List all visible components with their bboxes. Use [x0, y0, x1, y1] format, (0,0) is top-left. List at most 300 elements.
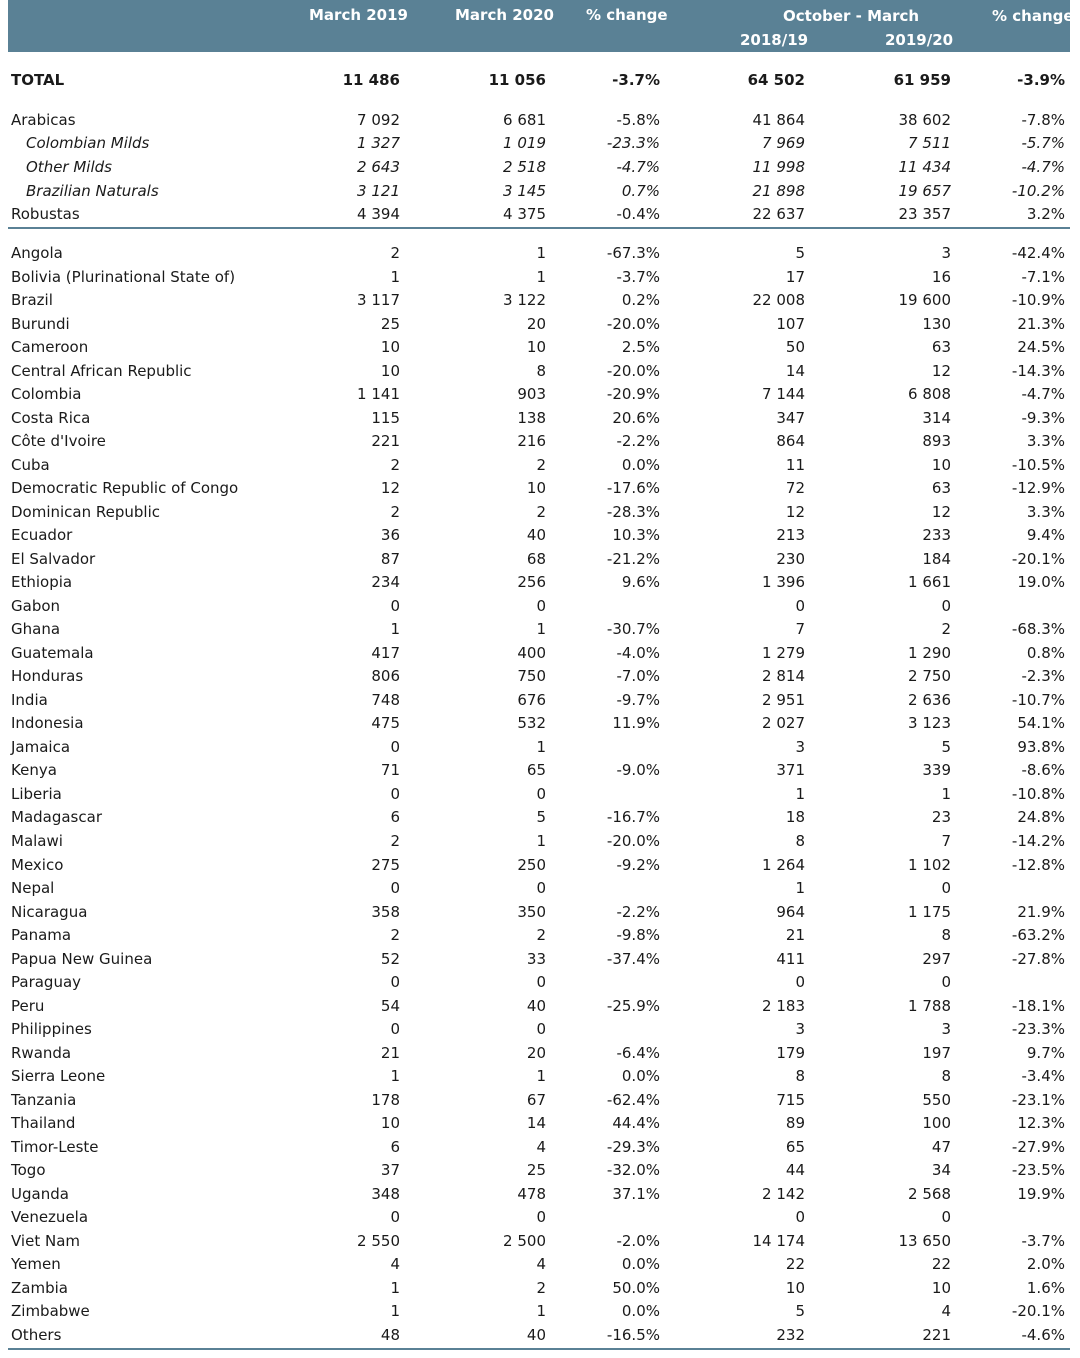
cell-march-2019: 115 — [371, 409, 400, 427]
cell-oct-mar-2018-19: 18 — [785, 808, 805, 826]
country-row — [0, 407, 1080, 430]
cell-march-2020: 6 681 — [503, 111, 546, 129]
cell-pct-change: -67.3% — [606, 244, 660, 262]
cell-march-2019: 37 — [380, 1161, 400, 1179]
cell-march-2019: 0 — [390, 1208, 400, 1226]
country-row — [0, 689, 1080, 712]
cell-oct-mar-2019-20: 7 511 — [908, 134, 951, 152]
header-march-2019: March 2019 — [309, 6, 408, 24]
cell-march-2020: 676 — [517, 691, 546, 709]
row-label: Dominican Republic — [11, 503, 161, 521]
cell-march-2020: 0 — [536, 597, 546, 615]
cell-pct-change-period: 3.2% — [1026, 205, 1065, 223]
row-label: Thailand — [11, 1114, 76, 1132]
cell-oct-mar-2019-20: 2 — [941, 620, 951, 638]
cell-oct-mar-2019-20: 6 808 — [908, 385, 951, 403]
group-row — [0, 132, 1080, 155]
cell-march-2020: 20 — [526, 1044, 546, 1062]
country-row — [0, 313, 1080, 336]
country-row — [0, 948, 1080, 971]
row-label: Malawi — [11, 832, 63, 850]
cell-march-2019: 1 327 — [357, 134, 400, 152]
cell-pct-change: -16.7% — [606, 808, 660, 826]
cell-march-2019: 0 — [390, 973, 400, 991]
cell-pct-change: 50.0% — [612, 1279, 660, 1297]
cell-oct-mar-2018-19: 50 — [785, 338, 805, 356]
country-row — [0, 430, 1080, 453]
cell-pct-change-period: 3.3% — [1026, 432, 1065, 450]
country-row — [0, 1230, 1080, 1253]
row-label: Yemen — [11, 1255, 61, 1273]
cell-oct-mar-2018-19: 347 — [776, 409, 805, 427]
cell-pct-change: -3.7% — [612, 71, 660, 89]
country-row — [0, 618, 1080, 641]
cell-march-2020: 5 — [536, 808, 546, 826]
country-row — [0, 854, 1080, 877]
cell-oct-mar-2018-19: 107 — [776, 315, 805, 333]
cell-oct-mar-2019-20: 13 650 — [898, 1232, 951, 1250]
row-label: Paraguay — [11, 973, 82, 991]
cell-march-2019: 10 — [380, 362, 400, 380]
cell-oct-mar-2019-20: 61 959 — [893, 71, 951, 89]
cell-march-2020: 2 500 — [503, 1232, 546, 1250]
country-row — [0, 336, 1080, 359]
country-row — [0, 877, 1080, 900]
country-row — [0, 1277, 1080, 1300]
cell-oct-mar-2018-19: 11 998 — [752, 158, 805, 176]
country-row — [0, 806, 1080, 829]
cell-oct-mar-2018-19: 3 — [795, 738, 805, 756]
cell-oct-mar-2018-19: 22 — [785, 1255, 805, 1273]
cell-pct-change-period: -5.7% — [1021, 134, 1065, 152]
cell-oct-mar-2018-19: 0 — [795, 973, 805, 991]
cell-oct-mar-2018-19: 44 — [785, 1161, 805, 1179]
cell-march-2020: 1 019 — [503, 134, 546, 152]
header-pct-change-1: % change — [586, 6, 668, 24]
cell-march-2020: 11 056 — [488, 71, 546, 89]
row-label: Democratic Republic of Congo — [11, 479, 239, 497]
cell-march-2020: 3 122 — [503, 291, 546, 309]
cell-march-2020: 1 — [536, 620, 546, 638]
group-row — [0, 109, 1080, 132]
cell-oct-mar-2018-19: 371 — [776, 761, 805, 779]
cell-oct-mar-2019-20: 10 — [931, 1279, 951, 1297]
row-label: Philippines — [11, 1020, 92, 1038]
cell-pct-change-period: -10.7% — [1011, 691, 1065, 709]
cell-march-2020: 750 — [517, 667, 546, 685]
cell-oct-mar-2019-20: 1 102 — [908, 856, 951, 874]
cell-pct-change-period: 21.3% — [1017, 315, 1065, 333]
cell-march-2020: 4 — [536, 1138, 546, 1156]
country-row — [0, 1183, 1080, 1206]
row-label: Venezuela — [11, 1208, 89, 1226]
cell-pct-change: -7.0% — [616, 667, 660, 685]
row-label: India — [11, 691, 48, 709]
cell-march-2019: 234 — [371, 573, 400, 591]
cell-pct-change: 0.7% — [621, 182, 660, 200]
cell-oct-mar-2019-20: 11 434 — [898, 158, 951, 176]
cell-oct-mar-2018-19: 14 — [785, 362, 805, 380]
cell-march-2019: 0 — [390, 1020, 400, 1038]
cell-oct-mar-2019-20: 3 — [941, 1020, 951, 1038]
cell-oct-mar-2019-20: 1 661 — [908, 573, 951, 591]
cell-march-2019: 2 — [390, 926, 400, 944]
cell-pct-change-period: -20.1% — [1011, 550, 1065, 568]
row-label: Cameroon — [11, 338, 89, 356]
cell-pct-change-period: -27.9% — [1011, 1138, 1065, 1156]
cell-oct-mar-2018-19: 21 — [785, 926, 805, 944]
cell-pct-change: -9.2% — [616, 856, 660, 874]
country-row — [0, 901, 1080, 924]
cell-pct-change-period: -7.8% — [1021, 111, 1065, 129]
cell-pct-change-period: 19.0% — [1017, 573, 1065, 591]
cell-march-2019: 2 — [390, 832, 400, 850]
cell-march-2019: 1 — [390, 1302, 400, 1320]
row-label: El Salvador — [11, 550, 96, 568]
cell-oct-mar-2019-20: 8 — [941, 1067, 951, 1085]
country-row — [0, 501, 1080, 524]
cell-oct-mar-2018-19: 11 — [785, 456, 805, 474]
cell-pct-change-period: 54.1% — [1017, 714, 1065, 732]
row-label: Liberia — [11, 785, 62, 803]
row-label: TOTAL — [11, 71, 65, 89]
row-label: Togo — [11, 1161, 46, 1179]
cell-march-2020: 1 — [536, 1302, 546, 1320]
row-label: Arabicas — [11, 111, 76, 129]
cell-pct-change: -23.3% — [606, 134, 660, 152]
cell-march-2020: 1 — [536, 738, 546, 756]
row-label: Nicaragua — [11, 903, 88, 921]
cell-oct-mar-2018-19: 22 008 — [752, 291, 805, 309]
cell-march-2019: 1 — [390, 1067, 400, 1085]
row-label: Ecuador — [11, 526, 73, 544]
cell-oct-mar-2018-19: 0 — [795, 1208, 805, 1226]
cell-pct-change-period: -9.3% — [1021, 409, 1065, 427]
cell-march-2019: 2 — [390, 456, 400, 474]
header-2018-19: 2018/19 — [740, 31, 809, 49]
cell-pct-change-period: -10.9% — [1011, 291, 1065, 309]
row-label: Robustas — [11, 205, 80, 223]
cell-oct-mar-2019-20: 130 — [922, 315, 951, 333]
cell-march-2020: 10 — [526, 338, 546, 356]
cell-pct-change-period: -2.3% — [1021, 667, 1065, 685]
cell-pct-change-period: 24.5% — [1017, 338, 1065, 356]
cell-march-2020: 400 — [517, 644, 546, 662]
cell-oct-mar-2018-19: 2 814 — [762, 667, 805, 685]
cell-march-2020: 903 — [517, 385, 546, 403]
cell-march-2019: 4 — [390, 1255, 400, 1273]
row-label: Central African Republic — [11, 362, 192, 380]
cell-oct-mar-2019-20: 100 — [922, 1114, 951, 1132]
country-row — [0, 1089, 1080, 1112]
cell-oct-mar-2019-20: 233 — [922, 526, 951, 544]
cell-march-2020: 68 — [526, 550, 546, 568]
country-row — [0, 477, 1080, 500]
cell-march-2020: 40 — [526, 997, 546, 1015]
cell-oct-mar-2018-19: 964 — [776, 903, 805, 921]
cell-march-2019: 48 — [380, 1326, 400, 1344]
cell-oct-mar-2018-19: 12 — [785, 503, 805, 521]
cell-pct-change-period: -63.2% — [1011, 926, 1065, 944]
cell-oct-mar-2019-20: 19 600 — [898, 291, 951, 309]
cell-oct-mar-2019-20: 3 — [941, 244, 951, 262]
cell-march-2020: 1 — [536, 832, 546, 850]
cell-pct-change-period: -20.1% — [1011, 1302, 1065, 1320]
cell-oct-mar-2019-20: 0 — [941, 879, 951, 897]
cell-oct-mar-2019-20: 63 — [931, 338, 951, 356]
cell-pct-change: -20.0% — [606, 362, 660, 380]
cell-pct-change: -6.4% — [616, 1044, 660, 1062]
row-label: Indonesia — [11, 714, 84, 732]
cell-march-2020: 2 — [536, 926, 546, 944]
row-label: Brazil — [11, 291, 53, 309]
cell-oct-mar-2019-20: 23 357 — [898, 205, 951, 223]
cell-pct-change-period: -68.3% — [1011, 620, 1065, 638]
row-label: Angola — [11, 244, 63, 262]
country-row — [0, 1206, 1080, 1229]
cell-pct-change-period: 9.4% — [1026, 526, 1065, 544]
cell-oct-mar-2018-19: 5 — [795, 1302, 805, 1320]
cell-march-2019: 2 643 — [357, 158, 400, 176]
country-row — [0, 548, 1080, 571]
cell-pct-change: -20.0% — [606, 315, 660, 333]
cell-pct-change-period: -3.7% — [1021, 1232, 1065, 1250]
cell-pct-change-period: -3.4% — [1021, 1067, 1065, 1085]
cell-march-2019: 12 — [380, 479, 400, 497]
row-label: Rwanda — [11, 1044, 72, 1062]
cell-pct-change: 2.5% — [621, 338, 660, 356]
row-label: Costa Rica — [11, 409, 91, 427]
cell-pct-change: -2.2% — [616, 903, 660, 921]
cell-pct-change: -32.0% — [606, 1161, 660, 1179]
cell-oct-mar-2018-19: 41 864 — [752, 111, 805, 129]
cell-march-2019: 6 — [390, 1138, 400, 1156]
cell-pct-change-period: -10.2% — [1011, 182, 1065, 200]
cell-pct-change-period: -42.4% — [1011, 244, 1065, 262]
cell-oct-mar-2019-20: 4 — [941, 1302, 951, 1320]
cell-march-2020: 3 145 — [503, 182, 546, 200]
row-label: Colombian Milds — [26, 134, 150, 152]
cell-oct-mar-2018-19: 17 — [785, 268, 805, 286]
cell-pct-change: -21.2% — [606, 550, 660, 568]
cell-march-2020: 250 — [517, 856, 546, 874]
cell-march-2019: 1 — [390, 620, 400, 638]
cell-march-2019: 71 — [380, 761, 400, 779]
cell-march-2019: 178 — [371, 1091, 400, 1109]
cell-march-2020: 20 — [526, 315, 546, 333]
country-row — [0, 383, 1080, 406]
cell-march-2020: 350 — [517, 903, 546, 921]
country-row — [0, 289, 1080, 312]
cell-march-2020: 1 — [536, 268, 546, 286]
cell-oct-mar-2018-19: 2 027 — [762, 714, 805, 732]
cell-pct-change: -20.0% — [606, 832, 660, 850]
cell-pct-change-period: -23.1% — [1011, 1091, 1065, 1109]
cell-oct-mar-2019-20: 197 — [922, 1044, 951, 1062]
row-label: Burundi — [11, 315, 70, 333]
country-row — [0, 665, 1080, 688]
cell-pct-change-period: -8.6% — [1021, 761, 1065, 779]
cell-pct-change-period: -23.3% — [1011, 1020, 1065, 1038]
cell-march-2020: 2 — [536, 1279, 546, 1297]
country-row — [0, 1065, 1080, 1088]
cell-march-2020: 138 — [517, 409, 546, 427]
row-label: Other Milds — [26, 158, 112, 176]
country-row — [0, 1300, 1080, 1323]
country-row — [0, 1018, 1080, 1041]
cell-oct-mar-2019-20: 0 — [941, 973, 951, 991]
cell-march-2019: 36 — [380, 526, 400, 544]
cell-march-2019: 6 — [390, 808, 400, 826]
country-row — [0, 1136, 1080, 1159]
cell-oct-mar-2018-19: 7 144 — [762, 385, 805, 403]
cell-pct-change-period: -18.1% — [1011, 997, 1065, 1015]
country-row — [0, 830, 1080, 853]
cell-oct-mar-2019-20: 47 — [931, 1138, 951, 1156]
country-row — [0, 266, 1080, 289]
country-row — [0, 736, 1080, 759]
country-row — [0, 571, 1080, 594]
cell-pct-change: 0.0% — [621, 1302, 660, 1320]
cell-oct-mar-2019-20: 7 — [941, 832, 951, 850]
cell-oct-mar-2019-20: 2 568 — [908, 1185, 951, 1203]
cell-pct-change: -0.4% — [616, 205, 660, 223]
cell-pct-change: -2.0% — [616, 1232, 660, 1250]
cell-pct-change: -25.9% — [606, 997, 660, 1015]
row-label: Honduras — [11, 667, 84, 685]
cell-march-2020: 4 — [536, 1255, 546, 1273]
cell-march-2019: 1 — [390, 1279, 400, 1297]
country-row — [0, 242, 1080, 265]
cell-march-2020: 1 — [536, 1067, 546, 1085]
cell-oct-mar-2019-20: 3 123 — [908, 714, 951, 732]
cell-march-2020: 532 — [517, 714, 546, 732]
row-label: Bolivia (Plurinational State of) — [11, 268, 236, 286]
row-label: Ethiopia — [11, 573, 73, 591]
cell-pct-change: -4.7% — [616, 158, 660, 176]
row-label: Sierra Leone — [11, 1067, 106, 1085]
cell-march-2019: 3 121 — [357, 182, 400, 200]
cell-oct-mar-2018-19: 65 — [785, 1138, 805, 1156]
cell-oct-mar-2019-20: 34 — [931, 1161, 951, 1179]
cell-march-2019: 87 — [380, 550, 400, 568]
cell-march-2019: 2 — [390, 244, 400, 262]
cell-march-2019: 0 — [390, 785, 400, 803]
cell-pct-change-period: 24.8% — [1017, 808, 1065, 826]
cell-oct-mar-2019-20: 339 — [922, 761, 951, 779]
cell-oct-mar-2019-20: 0 — [941, 597, 951, 615]
cell-oct-mar-2018-19: 8 — [795, 1067, 805, 1085]
cell-oct-mar-2019-20: 297 — [922, 950, 951, 968]
cell-march-2020: 10 — [526, 479, 546, 497]
row-label: Timor-Leste — [11, 1138, 99, 1156]
cell-march-2019: 221 — [371, 432, 400, 450]
cell-march-2019: 21 — [380, 1044, 400, 1062]
cell-oct-mar-2019-20: 2 750 — [908, 667, 951, 685]
cell-pct-change-period: 0.8% — [1026, 644, 1065, 662]
cell-pct-change-period: -10.8% — [1011, 785, 1065, 803]
cell-oct-mar-2018-19: 1 — [795, 785, 805, 803]
cell-oct-mar-2018-19: 2 142 — [762, 1185, 805, 1203]
row-label: Cuba — [11, 456, 50, 474]
header-october-march: October - March — [783, 7, 920, 25]
cell-pct-change-period: -4.6% — [1021, 1326, 1065, 1344]
cell-pct-change-period: -3.9% — [1017, 71, 1065, 89]
cell-march-2020: 0 — [536, 1208, 546, 1226]
cell-pct-change: 0.0% — [621, 456, 660, 474]
country-row — [0, 360, 1080, 383]
cell-oct-mar-2019-20: 1 175 — [908, 903, 951, 921]
cell-pct-change-period: 19.9% — [1017, 1185, 1065, 1203]
cell-pct-change: -20.9% — [606, 385, 660, 403]
cell-march-2019: 2 — [390, 503, 400, 521]
cell-pct-change-period: 12.3% — [1017, 1114, 1065, 1132]
cell-oct-mar-2018-19: 1 396 — [762, 573, 805, 591]
cell-march-2020: 2 518 — [503, 158, 546, 176]
row-label: Panama — [11, 926, 72, 944]
cell-pct-change: -16.5% — [606, 1326, 660, 1344]
cell-pct-change: -29.3% — [606, 1138, 660, 1156]
country-row — [0, 1253, 1080, 1276]
cell-march-2020: 40 — [526, 1326, 546, 1344]
cell-pct-change-period: 2.0% — [1026, 1255, 1065, 1273]
cell-pct-change: -5.8% — [616, 111, 660, 129]
cell-march-2019: 275 — [371, 856, 400, 874]
row-label: Ghana — [11, 620, 61, 638]
section-divider — [8, 227, 1070, 229]
cell-oct-mar-2019-20: 2 636 — [908, 691, 951, 709]
group-row — [0, 180, 1080, 203]
cell-pct-change-period: 9.7% — [1026, 1044, 1065, 1062]
cell-pct-change-period: -7.1% — [1021, 268, 1065, 286]
cell-pct-change: 0.0% — [621, 1255, 660, 1273]
cell-oct-mar-2019-20: 16 — [931, 268, 951, 286]
cell-oct-mar-2018-19: 230 — [776, 550, 805, 568]
cell-march-2020: 67 — [526, 1091, 546, 1109]
cell-pct-change-period: 1.6% — [1026, 1279, 1065, 1297]
country-row — [0, 783, 1080, 806]
cell-pct-change: -37.4% — [606, 950, 660, 968]
cell-pct-change: 44.4% — [612, 1114, 660, 1132]
cell-pct-change: 20.6% — [612, 409, 660, 427]
cell-pct-change: -62.4% — [606, 1091, 660, 1109]
cell-pct-change: 0.0% — [621, 1067, 660, 1085]
row-label: Peru — [11, 997, 45, 1015]
row-label: Gabon — [11, 597, 61, 615]
cell-march-2019: 348 — [371, 1185, 400, 1203]
cell-pct-change: -9.7% — [616, 691, 660, 709]
country-row — [0, 712, 1080, 735]
cell-march-2020: 478 — [517, 1185, 546, 1203]
cell-pct-change-period: -12.9% — [1011, 479, 1065, 497]
cell-pct-change-period: -4.7% — [1021, 158, 1065, 176]
cell-march-2019: 1 141 — [357, 385, 400, 403]
row-label: Papua New Guinea — [11, 950, 153, 968]
cell-march-2020: 0 — [536, 973, 546, 991]
cell-pct-change-period: -4.7% — [1021, 385, 1065, 403]
country-row — [0, 642, 1080, 665]
row-label: Colombia — [11, 385, 82, 403]
cell-oct-mar-2018-19: 0 — [795, 597, 805, 615]
cell-march-2019: 2 550 — [357, 1232, 400, 1250]
row-label: Brazilian Naturals — [26, 182, 159, 200]
cell-oct-mar-2018-19: 22 637 — [752, 205, 805, 223]
cell-pct-change-period: -14.2% — [1011, 832, 1065, 850]
country-row — [0, 1324, 1080, 1347]
cell-march-2020: 4 375 — [503, 205, 546, 223]
cell-oct-mar-2019-20: 893 — [922, 432, 951, 450]
cell-march-2019: 806 — [371, 667, 400, 685]
